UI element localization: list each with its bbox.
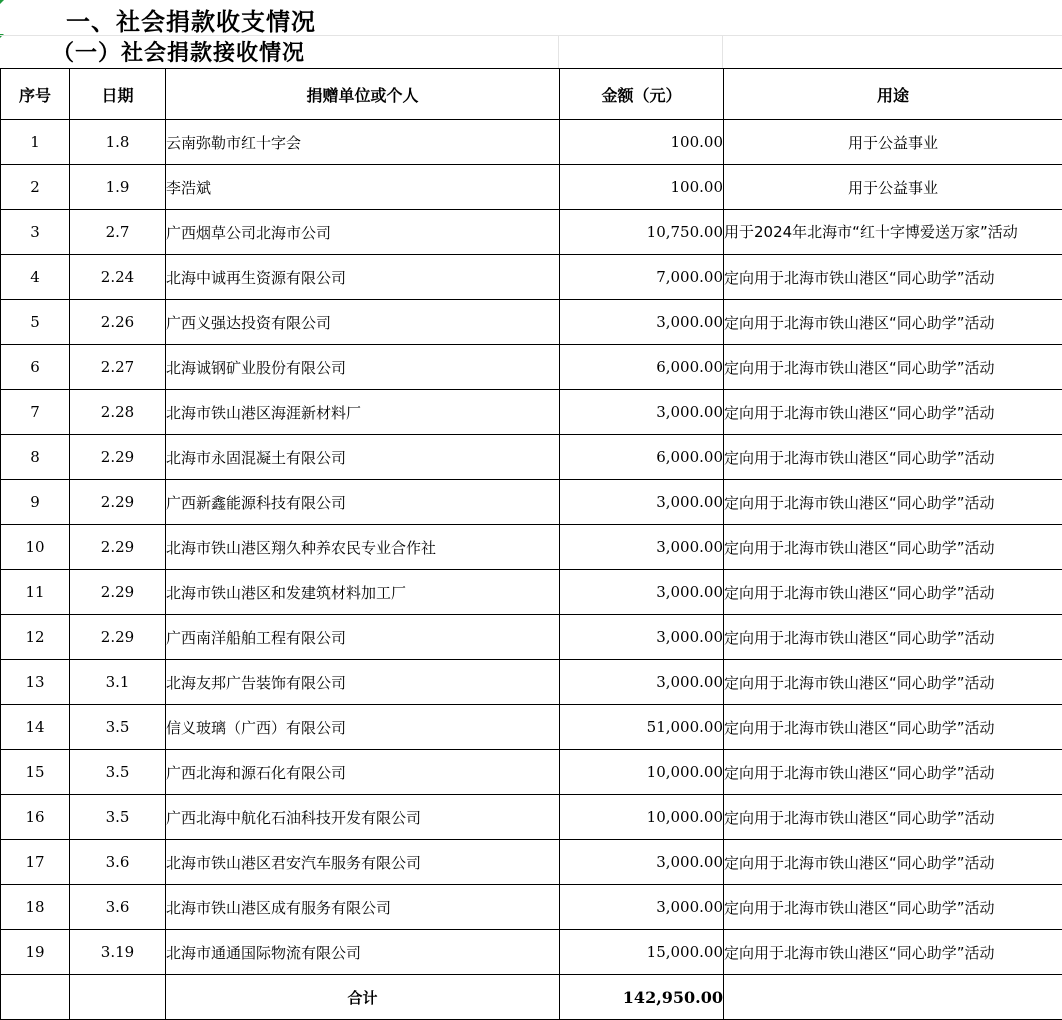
purpose-cell[interactable]: 定向用于北海市铁山港区“同心助学”活动 [724, 525, 1062, 570]
donor-cell[interactable]: 北海市铁山港区成有服务有限公司 [166, 885, 560, 930]
table-row [1, 840, 1062, 885]
page-title: 一、社会捐款收支情况 [66, 8, 316, 36]
donor-cell[interactable]: 北海市铁山港区翔久种养农民专业合作社 [166, 525, 560, 570]
purpose-cell[interactable]: 定向用于北海市铁山港区“同心助学”活动 [724, 255, 1062, 300]
grid-line [558, 36, 559, 68]
donor-cell[interactable]: 北海友邦广告装饰有限公司 [166, 660, 560, 705]
table-row [1, 390, 1062, 435]
date-cell[interactable]: 3.5 [70, 795, 166, 840]
seq-cell[interactable]: 16 [1, 795, 70, 840]
seq-cell[interactable]: 13 [1, 660, 70, 705]
purpose-cell[interactable]: 定向用于北海市铁山港区“同心助学”活动 [724, 885, 1062, 930]
date-cell[interactable]: 3.6 [70, 885, 166, 930]
amount-cell[interactable]: 10,750.00 [560, 210, 724, 255]
donor-cell[interactable]: 广西北海和源石化有限公司 [166, 750, 560, 795]
purpose-cell[interactable]: 定向用于北海市铁山港区“同心助学”活动 [724, 390, 1062, 435]
total-date-cell[interactable] [70, 975, 166, 1020]
header-date[interactable]: 日期 [70, 69, 166, 120]
date-cell[interactable]: 2.28 [70, 390, 166, 435]
date-cell[interactable]: 2.29 [70, 615, 166, 660]
purpose-cell[interactable]: 定向用于北海市铁山港区“同心助学”活动 [724, 660, 1062, 705]
amount-cell[interactable]: 3,000.00 [560, 885, 724, 930]
donor-cell[interactable]: 北海市永固混凝土有限公司 [166, 435, 560, 480]
purpose-cell[interactable]: 用于公益事业 [724, 165, 1062, 210]
grid-line [722, 36, 723, 68]
table-row [1, 930, 1062, 975]
donor-cell[interactable]: 北海市通通国际物流有限公司 [166, 930, 560, 975]
purpose-cell[interactable]: 定向用于北海市铁山港区“同心助学”活动 [724, 435, 1062, 480]
table-row [1, 570, 1062, 615]
seq-cell[interactable]: 7 [1, 390, 70, 435]
purpose-cell[interactable]: 定向用于北海市铁山港区“同心助学”活动 [724, 480, 1062, 525]
donor-cell[interactable]: 广西新鑫能源科技有限公司 [166, 480, 560, 525]
date-cell[interactable]: 3.19 [70, 930, 166, 975]
seq-cell[interactable]: 12 [1, 615, 70, 660]
donor-cell[interactable]: 云南弥勒市红十字会 [166, 120, 560, 165]
donor-cell[interactable]: 北海市铁山港区君安汽车服务有限公司 [166, 840, 560, 885]
amount-cell[interactable]: 10,000.00 [560, 750, 724, 795]
date-cell[interactable]: 3.5 [70, 705, 166, 750]
seq-cell[interactable]: 2 [1, 165, 70, 210]
date-cell[interactable]: 1.8 [70, 120, 166, 165]
header-amount[interactable]: 金额（元） [560, 69, 724, 120]
table-row [1, 750, 1062, 795]
purpose-cell[interactable]: 定向用于北海市铁山港区“同心助学”活动 [724, 705, 1062, 750]
header-purpose[interactable]: 用途 [724, 69, 1062, 120]
seq-cell[interactable]: 1 [1, 120, 70, 165]
donor-cell[interactable]: 信义玻璃（广西）有限公司 [166, 705, 560, 750]
donor-cell[interactable]: 广西北海中航化石油科技开发有限公司 [166, 795, 560, 840]
amount-cell[interactable]: 6,000.00 [560, 435, 724, 480]
amount-cell[interactable]: 100.00 [560, 120, 724, 165]
amount-cell[interactable]: 6,000.00 [560, 345, 724, 390]
amount-cell[interactable]: 3,000.00 [560, 480, 724, 525]
table-row [1, 480, 1062, 525]
amount-cell[interactable]: 3,000.00 [560, 660, 724, 705]
table-row [1, 525, 1062, 570]
date-cell[interactable]: 2.27 [70, 345, 166, 390]
donor-cell[interactable]: 广西烟草公司北海市公司 [166, 210, 560, 255]
amount-cell[interactable]: 7,000.00 [560, 255, 724, 300]
table-row [1, 120, 1062, 165]
amount-cell[interactable]: 51,000.00 [560, 705, 724, 750]
section-title: （一）社会捐款接收情况 [52, 41, 306, 66]
purpose-cell[interactable]: 定向用于北海市铁山港区“同心助学”活动 [724, 750, 1062, 795]
purpose-cell[interactable]: 定向用于北海市铁山港区“同心助学”活动 [724, 300, 1062, 345]
purpose-cell[interactable]: 用于2024年北海市“红十字博爱送万家”活动 [724, 210, 1062, 255]
amount-cell[interactable]: 3,000.00 [560, 390, 724, 435]
amount-cell[interactable]: 10,000.00 [560, 795, 724, 840]
seq-cell[interactable]: 15 [1, 750, 70, 795]
seq-cell[interactable]: 6 [1, 345, 70, 390]
table-row [1, 660, 1062, 705]
amount-cell[interactable]: 15,000.00 [560, 930, 724, 975]
date-cell[interactable]: 2.26 [70, 300, 166, 345]
donor-cell[interactable]: 北海诚钢矿业股份有限公司 [166, 345, 560, 390]
seq-cell[interactable]: 8 [1, 435, 70, 480]
table-header-row [1, 69, 1062, 120]
purpose-cell[interactable]: 定向用于北海市铁山港区“同心助学”活动 [724, 345, 1062, 390]
amount-cell[interactable]: 3,000.00 [560, 840, 724, 885]
seq-cell[interactable]: 14 [1, 705, 70, 750]
donation-table [0, 68, 1062, 1020]
amount-cell[interactable]: 100.00 [560, 165, 724, 210]
date-cell[interactable]: 2.7 [70, 210, 166, 255]
amount-cell[interactable]: 3,000.00 [560, 570, 724, 615]
seq-cell[interactable]: 5 [1, 300, 70, 345]
purpose-cell[interactable]: 定向用于北海市铁山港区“同心助学”活动 [724, 930, 1062, 975]
table-row [1, 300, 1062, 345]
donor-cell[interactable]: 北海市铁山港区和发建筑材料加工厂 [166, 570, 560, 615]
date-cell[interactable]: 2.24 [70, 255, 166, 300]
seq-cell[interactable]: 10 [1, 525, 70, 570]
total-row [1, 975, 1062, 1020]
seq-cell[interactable]: 17 [1, 840, 70, 885]
seq-cell[interactable]: 9 [1, 480, 70, 525]
seq-cell[interactable]: 11 [1, 570, 70, 615]
date-cell[interactable]: 3.6 [70, 840, 166, 885]
table-row [1, 345, 1062, 390]
purpose-cell[interactable]: 定向用于北海市铁山港区“同心助学”活动 [724, 615, 1062, 660]
date-cell[interactable]: 2.29 [70, 480, 166, 525]
cell-marker-icon [0, 0, 4, 4]
table-row [1, 210, 1062, 255]
amount-cell[interactable]: 3,000.00 [560, 300, 724, 345]
date-cell[interactable]: 3.5 [70, 750, 166, 795]
amount-cell[interactable]: 3,000.00 [560, 525, 724, 570]
donor-cell[interactable]: 广西义强达投资有限公司 [166, 300, 560, 345]
seq-cell[interactable]: 18 [1, 885, 70, 930]
header-seq[interactable]: 序号 [1, 69, 70, 120]
table-row [1, 885, 1062, 930]
date-cell[interactable]: 2.29 [70, 435, 166, 480]
header-donor[interactable]: 捐赠单位或个人 [166, 69, 560, 120]
date-cell[interactable]: 2.29 [70, 570, 166, 615]
purpose-cell[interactable]: 定向用于北海市铁山港区“同心助学”活动 [724, 795, 1062, 840]
donor-cell[interactable]: 李浩斌 [166, 165, 560, 210]
table-row [1, 795, 1062, 840]
purpose-cell[interactable]: 用于公益事业 [724, 120, 1062, 165]
table-row [1, 615, 1062, 660]
table-row [1, 165, 1062, 210]
donor-cell[interactable]: 北海中诚再生资源有限公司 [166, 255, 560, 300]
total-seq-cell[interactable] [1, 975, 70, 1020]
table-row [1, 435, 1062, 480]
donor-cell[interactable]: 广西南洋船舶工程有限公司 [166, 615, 560, 660]
total-label[interactable]: 合计 [166, 975, 560, 1020]
total-purpose-cell[interactable] [724, 975, 1062, 1020]
sheet-title-area [0, 0, 1062, 68]
table-row [1, 255, 1062, 300]
amount-cell[interactable]: 3,000.00 [560, 615, 724, 660]
seq-cell[interactable]: 19 [1, 930, 70, 975]
seq-cell[interactable]: 4 [1, 255, 70, 300]
total-amount[interactable]: 142,950.00 [560, 975, 724, 1020]
purpose-cell[interactable]: 定向用于北海市铁山港区“同心助学”活动 [724, 840, 1062, 885]
seq-cell[interactable]: 3 [1, 210, 70, 255]
date-cell[interactable]: 1.9 [70, 165, 166, 210]
purpose-cell[interactable]: 定向用于北海市铁山港区“同心助学”活动 [724, 570, 1062, 615]
table-row [1, 705, 1062, 750]
date-cell[interactable]: 3.1 [70, 660, 166, 705]
donor-cell[interactable]: 北海市铁山港区海涯新材料厂 [166, 390, 560, 435]
date-cell[interactable]: 2.29 [70, 525, 166, 570]
